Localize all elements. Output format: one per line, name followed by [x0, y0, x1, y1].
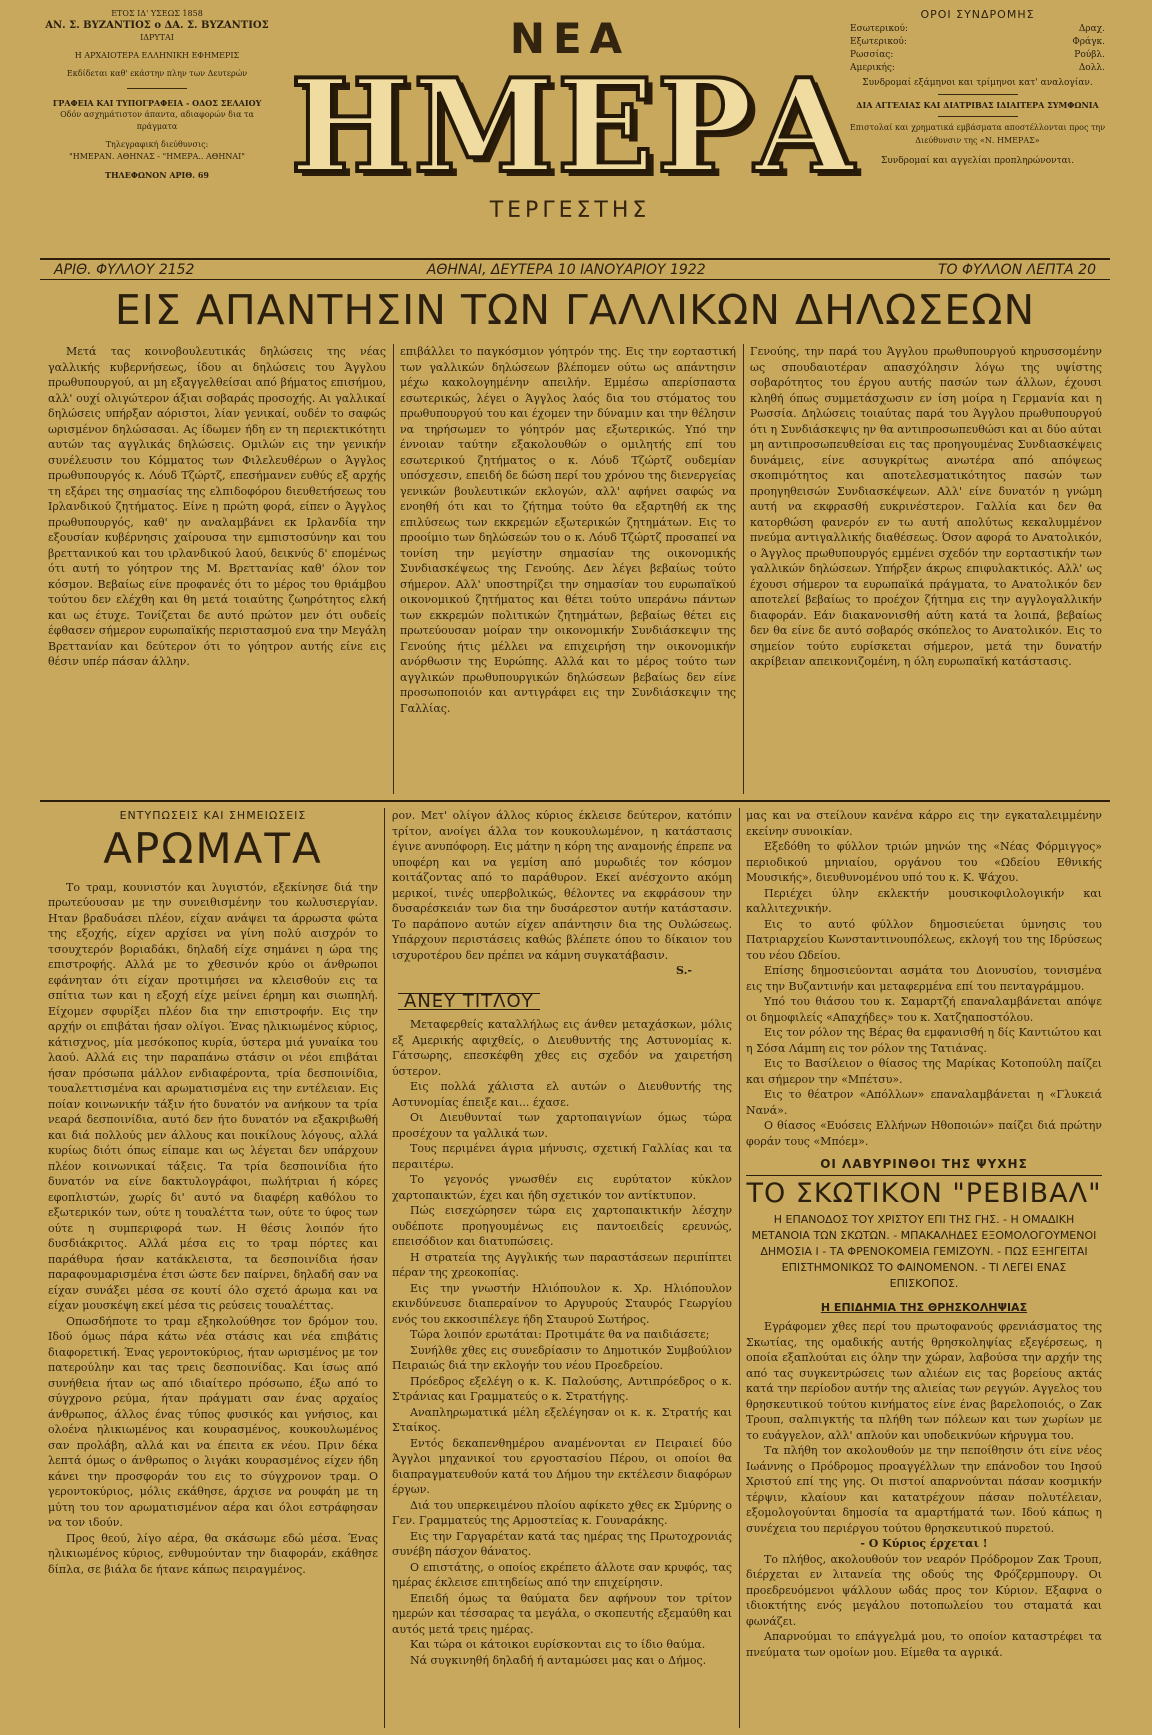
aromata-text: Προς θεού, λίγο αέρα, θα σκάσωμε εδώ μέσα. Ένας ηλικιωμένος κύριος, ενθυμούνταν την διαφοράν, εκάθησε δίπλα, σε βιάλα δε ήτανε κάπως πειραγμένος. [48, 1531, 378, 1576]
divider [938, 94, 1018, 95]
terms-rows [850, 23, 1105, 75]
terms-extra: Συνδρομαί και αγγελίαι προπληρώνονται. [880, 156, 1075, 166]
issue-number: ΑΡΙΘ. ΦΥΛΛΟΥ 2152 [54, 261, 195, 278]
revival-text: Απαρνούμαι το επάγγελμά μου, το οποίον καταστρέφει τα πνεύματα των ομοίων μου. Είμεθα τα αγρικά. [746, 1630, 1102, 1659]
aney-item: Νά συγκινηθή δηλαδή ή ανταμώσει μας και ο Δήμος. [410, 1653, 707, 1667]
telegraph-address: "ΗΜΕΡΑΝ. ΑΘΗΝΑΣ - "ΗΜΕΡΑ.. ΑΘΗΝΑΙ" [69, 152, 245, 161]
issue-date: ΑΘΗΝΑΙ, ΔΕΥΤΕΡΑ 10 ΙΑΝΟΥΑΡΙΟΥ 1922 [426, 261, 706, 278]
aney-item: Εντός δεκαπενθημέρου αναμένονται εν Πειραιεί δύο Άγγλοι μηχανικοί του εργοστασίου Πέρου, οι οποίοι θα διαπραγματευθούν κατά του Δήμου την εκτέλεσιν διαφόρων έργων. [392, 1436, 732, 1496]
aney-item: Εις την γνωστήν Ηλιόπουλον κ. Χρ. Ηλιόπουλον εκινδύνευσε διαπεραίνον το Αργυρούς Σταυρός Γεωργίου ενός του εκκοσιπέλεγε ήδη Σταυρού Σωτήρος. [392, 1281, 732, 1326]
masthead-left-block [42, 8, 272, 181]
lead-column-1 [48, 344, 386, 794]
terms-ads: ΔΙΑ ΑΓΓΕΛΙΑΣ ΚΑΙ ΔΙΑΤΡΙΒΑΣ ΙΔΙΑΙΤΕΡΑ ΣΥΜΦΩΝΙΑ [856, 100, 1099, 110]
labyrinth-kicker: ΟΙ ΛΑΒΥΡΙΝΘΟΙ ΤΗΣ ΨΥΧΗΣ [746, 1157, 1102, 1176]
terms-send: Επιστολαί και χρηματικά εμβάσματα αποστέλλονται προς την Διεύθυνσιν της «Ν. ΗΜΕΡΑΣ» [849, 123, 1106, 145]
aney-item: Οι Διευθυνταί των χαρτοπαιγνίων όμως τώρα προσέχουν τα γαλλικά των. [392, 1111, 732, 1140]
terms-value: Δολλ. [1078, 63, 1105, 73]
right-note: Περιέχει ύλην εκλεκτήν μουσικοφιλολογικήν και καλλιτεχνικήν. [746, 886, 1102, 915]
aney-item: Εις πολλά χάλιστα ελ αυτών ο Διευθυντής της Αστυνομίας έπειξε και... έχασε. [392, 1080, 732, 1109]
year-line: ΕΤΟΣ ΙΔ' ΥΣΕΩΣ 1858 [111, 9, 203, 18]
right-note: μας και να στείλουν κανένα κάρρο εις την εγκαταλειμμένην εκείνην συνοικίαν. [746, 809, 1102, 838]
lead-column-2 [400, 344, 736, 794]
terms-row [850, 49, 1105, 62]
office-line: ΓΡΑΦΕΙΑ ΚΑΙ ΤΥΠΟΓΡΑΦΕΙΑ - ΟΔΟΣ ΣΕΛΑΙΟΥ [52, 98, 262, 108]
phone-number: ΤΗΛΕΦΩΝΟΝ ΑΡΙΘ. 69 [105, 170, 209, 180]
section-rule [40, 800, 1110, 802]
lead-text: Γενούης, την παρά του Άγγλου πρωθυπουργού κηρυσσομένην ως σπουδαιοτέραν απασχόλησιν λόγω της υψίστης σοβαρότητος του έργου αυτής πασών των άλλων, έχουσι κληθή όπως συμμετάσχωσιν εν ίση μοίρα η Γερμανία και η Ρωσσία. Δηλώσεις τοιαύτας παρά του Άγγλου πρωθυπουργού ότι η Συνδιάσκεψις ην θα αντιπροσωπευθώσι και αι δύο αύται μη αντιπροσωπευθείσαι εις τας προηγουμένας Συνδιασκέψεις δυνάμεις, είνε ασυγκρίτως ανωτέρα από απόψεως σκοπιμότητος και αποτελεσματικότητος πασών των προηγηθεισών Συνδιασκέψεων. Αλλ' είνε δυνατόν η γνώμη αυτή να εκφρασθή ευκρινέστερον. Γαλλία και δεν θα κατορθώση φανερόν εν τω αυτή απολύτως κεκαλυμμένον πνεύμα αντιγαλλικής διαθέσεως. Όσον αφορά το Ανατολικόν, ο Άγγλος πρωθυπουργός εμμένει σχεδόν την εορταστικήν των γαλλικών δηλώσεων. Υπήρξεν άκρως επιφυλακτικός. Αλλ' ως έχουσι σήμερον τα ευρωπαϊκά πράγματα, το Ανατολικόν δεν αποτελεί βεβαίως το προέχον ζήτημα εις την αγγλογαλλικήν διαφοράν. Εάν διακανονισθή αύτη κατά τα λοιπά, βεβαίως δεν θα είνε δε αυτό σοβαρός σκόπελος το Ανατολικόν. Εις το σημείον τούτο ευρίσκεται σήμερον, μετά την δυνατήν ακρίβειαν απεικονιζομένη, η όλη ευρωπαϊκή κατάστασις. [750, 345, 1102, 668]
right-column [746, 808, 1102, 1728]
subscription-terms [840, 8, 1115, 168]
telegraph-label: Τηλεγραφική διεύθυνσις: [105, 140, 209, 149]
terms-label: Αμερικής: [850, 63, 895, 73]
aney-item: Πώς εισεχώρησεν τώρα εις χαρτοπαικτικήν λέσχην ουδέποτε προηγουμένως εις παντοειδείς ερευνώς, επεισόδιον και διατυπώσεις. [392, 1204, 732, 1248]
masthead-city: ΤΕΡΓΕΣΤΗΣ [489, 198, 651, 223]
right-note: Εις το Βασίλειον ο θίασος της Μαρίκας Κοτοπούλη παίζει και σήμερον την «Μπέτσυ». [746, 1057, 1102, 1086]
aney-item: Πρόεδρος εξελέγη ο κ. Κ. Παλούσης, Αντιπρόεδρος ο κ. Στράνιας και Γραμματεύς ο κ. Στρατήγης. [392, 1374, 732, 1403]
revival-text: Εγράφομεν χθες περί του πρωτοφανούς φρενιάσματος της Σκωτίας, της ομαδικής αυτής θρησκοληψίας εξεγέρσεως, η οποία εξαπλούται εις όλην την χώραν, λαβούσα την αρχήν της από τας συγκεντρώσεις των αλιέων εις τας βορείους ακτάς κατά την περίοδον αυτήν της αλιείας των ρεγγών. Αγγελος του θρησκευτικού τούτου κινήματος είνε ένας βαρελοποιός, ο Ζακ Τρουπ, σαλπιγκτής τα πλήθη των πόλεων και των χωρίων με το ευάγγελον, αλλ' απλούν και υποδεικνύων κήρυγμα του. [746, 1320, 1102, 1442]
aney-item: Και τώρα οι κάτοικοι ευρίσκονται εις το ίδιο θαύμα. [410, 1638, 706, 1651]
left-note: Εκδίδεται καθ' εκάστην πλην των Δευτερών [66, 69, 248, 78]
revival-subhead-2: - Ο Κύριος έρχεται ! [860, 1537, 988, 1550]
terms-label: Εσωτερικού: [850, 24, 909, 34]
right-note: Υπό του θιάσου του κ. Σαμαρτζή επαναλαμβάνεται απόψε οι δημοφιλείς «Απαχήδες» του κ. Χατζηαποστόλου. [746, 995, 1102, 1024]
lead-column-3 [750, 344, 1102, 794]
revival-deck: Η ΕΠΑΝΟΔΟΣ ΤΟΥ ΧΡΙΣΤΟΥ ΕΠΙ ΤΗΣ ΓΗΣ. - Η ΟΜΑΔΙΚΗ ΜΕΤΑΝΟΙΑ ΤΩΝ ΣΚΩΤΩΝ. - ΜΠΑΚΑΛΗΔΕΣ ΕΞΟΜΟΛΟΓΟΥΜΕΝΟΙ ΔΗΜΟΣΙΑ Ι - ΤΑ ΦΡΕΝΟΚΟΜΕΙΑ ΓΕΜΙΖΟΥΝ. - ΠΩΣ ΕΞΗΓΕΙΤΑΙ ΕΠΙΣΤΗΜΟΝΙΚΩΣ ΤΟ ΦΑΙΝΟΜΕΝΟΝ. - ΤΙ ΛΕΓΕΙ ΕΝΑΣ ΕΠΙΣΚΟΠΟΣ. [751, 1212, 1097, 1290]
lead-text: επιβάλλει το παγκόσμιον γόητρόν της. Εις την εορταστική των γαλλικών δηλώσεων βλέπομεν ούτω ως απάντησιν μέχω κακολογημένην απειλήν. Εμμέσω απερίσπαστα εσωτερικώς, λέγει ο Άγγλος λαός δια του στόματος του πρωθυπουργού του και έχομεν την δύναμιν και την θέλησιν να τηρήσωμεν το γόητρόν μας εξωτερικώς. Υπό την έννοιαν ταύτην εξακολουθών ο ομιλητής επί του εσωτερικού ζητήματος ο κ. Λόυδ Τζώρτζ ουδεμίαν υπόσχεσιν, επειδή δε δώση περί του χρόνου της διενεργείας γενικών βουλευτικών εκλογών, αλλ' αφήνει σαφώς να ενοηθή ότι και το ζήτημα τούτο θα εξαρτηθή εκ της επιλύσεως των εκκρεμών εξωτερικών ζητημάτων. Εις το προοίμιο των δηλώσεών του ο κ. Λόυδ Τζώρτζ προσαπεί να τονίση την μεγίστην σημασίαν της οικονομικής Συνδιασκέψεως της Γενούης. Δεν λέγει βεβαίως τούτο σήμερον. Αλλ' υποστηρίζει την σημασίαν του ευρωπαϊκού οικονομικού ζητήματος και θέτει τούτο υπεράνω πάντων των εκκρεμών πολιτικών ζητημάτων, βεβαίως θέτει εις πρωτεύουσαν μοίραν την οικονομικήν Συνδιάσκεψιν της Γενούης ήτις μέλλει να επιχειρήση την οικονομικήν ανόρθωσιν της Ευρώπης. Αλλά και το μέρος τούτο των αγγλικών πρωθυπουργικών δηλώσεων βεβαίως δεν είνε προσωποποιόν και αντιγράφει εις την Συνδιάσκεψιν της Γαλλίας. [400, 345, 736, 715]
revival-subhead: Η ΕΠΙΔΗΜΙΑ ΤΗΣ ΘΡΗΣΚΟΛΗΨΙΑΣ [820, 1300, 1028, 1314]
aney-item: Μεταφερθείς καταλλήλως εις άνθεν μεταχάσκων, μόλις εξ Αμερικής αφιχθείς, ο Διευθυντής της Αστυνομίας κ. Γάτσωρης, επεσκέφθη χθες εις σχεδόν να χαιρετήση ύστερον. [392, 1018, 732, 1078]
divider [938, 116, 1018, 117]
terms-label: Ρωσσίας: [850, 50, 894, 60]
aney-item: Τώρα λοιπόν ερωτάται: Προτιμάτε θα να παιδιάσετε; [410, 1328, 710, 1341]
terms-value: Δραχ. [1078, 24, 1105, 34]
aney-item: Διά του υπερκειμένου πλοίου αφίκετο χθες εκ Σμύρνης ο Γεν. Γραμματεύς της Αρμοστείας κ. Γουναράκης. [392, 1498, 732, 1527]
right-note: Εις το αυτό φύλλον δημοσιεύεται ύμνησις του Πατριαρχείου Κωνσταντινουπόλεως, εκλογή του της Ιδρύσεως του νέου Ωδείου. [746, 917, 1102, 962]
aromata-title: ΑΡΩΜΑΤΑ [103, 823, 323, 873]
revival-text: Τα πλήθη τον ακολουθούν με την πεποίθησιν ότι είνε νέος Ιωάννης ο Πρόδρομος προαγγέλλων την επάνοδον του Ιησού Χριστού επί της γης. Οι πιστοί απαρνούνται πάσαν κοσμικήν τέρψιν, κλαίουν και κατατρέχουν πάσαν πολυτέλειαν, εξομολογούνται δημοσία τα αμαρτήματά των. Ιδού κάπως η συνέχεια του περιέργου τούτου θρησκευτικού πυρετού. [746, 1444, 1102, 1535]
founders: ΑΝ. Σ. ΒΥΖΑΝΤΙΟΣ ο ΔΑ. Σ. ΒΥΖΑΝΤΙΟΣ [45, 20, 269, 31]
right-note: Εις τον ρόλον της Βέρας θα εμφανισθή η δίς Καντιώτου και η Σόσα Λάμπη εις τον ρόλον της Τατιάνας. [746, 1026, 1102, 1055]
aney-item: Αναπληρωματικά μέλη εξελέγησαν οι κ. κ. Στρατής και Σταίκος. [392, 1405, 732, 1434]
terms-title: ΟΡΟΙ ΣΥΝΔΡΟΜΗΣ [920, 8, 1035, 21]
aromata-kicker: ΕΝΤΥΠΩΣΕΙΣ ΚΑΙ ΣΗΜΕΙΩΣΕΙΣ [119, 809, 307, 822]
column-rule [393, 344, 394, 794]
signature: S.- [676, 964, 692, 977]
revival-title: ΤΟ ΣΚΩΤΙΚΟΝ "ΡΕΒΙΒΑΛ" [746, 1177, 1102, 1209]
lead-text: Μετά τας κοινοβουλευτικάς δηλώσεις της νέας γαλλικής κυβερνήσεως, ίδου αι δηλώσεις του Άγγλου πρωθυπουργού, αι μη εξαγγελθείσαι από βήματος επισήμου, αλλ' ουχί ολιγώτερον άξιαι σοβαράς προσοχής. Αι γαλλικαί δηλώσεις υπήρξαν αόριστοι, λίαν γενικαί, ουδέν το σαφώς ωρισμένον δηλώσασαι. Ας ίδωμεν ήδη εν τη περιεκτικότητι αυτών τας αγγλικάς δηλώσεις. Ομιλών εις την γενικήν συνέλευσιν του Κόμματος των Φιλελευθέρων ο Άγγλος πρωθυπουργός κ. Λόυδ Τζώρτζ, επεσήμανεν ευθύς εξ αρχής τη εξάρει της σημασίας της ελπιδοφόρου διευθετήσεως του Ιρλανδικού ζητήματος. Είνε η πρώτη φορά, είπεν ο Άγγλος πρωθυπουργός, καθ' ην αναλαμβάνει εκ Ιρλανδία την εξουσίαν κυβέρνησις χαίρουσα την εμπιστοσύνην και του βρεττανικού και του ιρλανδικού λαού, δεικνύς δ' επομένως ότι αυτή το γόητρον της Μ. Βρεττανίας καθ' όλον τον κόσμον. Βεβαίως είνε προφανές ότι το μέρος του θριάμβου τούτου δεν ελέχθη και θη μετά τοιαύτης ζωηρότητος ελκή και ως έτυχε. Τονίζεται δε αυτό πρώτον μεν ότι ουδείς έφθασεν σήμερον ευρωπαϊκής περιστασμού ενα την Μεγάλη Βρεττανίαν και δεύτερον ότι το γόητρον αυτής είνε εις θέσιν υπέρ πάσαν άλλην. [48, 345, 386, 668]
aney-item: Εις την Γαργαρέταν κατά τας ημέρας της Πρωτοχρονιάς συνέβη πάσχον θάνατος. [392, 1529, 732, 1558]
oldest-paper-note: Η ΑΡΧΑΙΟΤΕΡΑ ΕΛΛΗΝΙΚΗ ΕΦΗΜΕΡΙΣ [74, 51, 240, 60]
office-note: Οδόν ασχημάτιστον άπαντα, αδιαφορών δια τα πράγματα [60, 110, 254, 131]
aney-title: ΑΝΕΥ ΤΙΤΛΟΥ [398, 993, 540, 1011]
middle-text: ρον. Μετ' ολίγον άλλος κύριος έκλεισε δεύτερον, κατόπιν τρίτον, ανοίγει άλλα τον κουκουλωμένον, η κατάστασις έγινε ανυπόφορη. Εις μάτην η κόρη της αναμονής έπρεπε να υποφέρη και να γεμίση από μυρωδιές τον κόσμον κοιτάζοντας από το παράθυρον. Εκεί ανέσχοντο ακόμη μερικοί, τινές υπερβολικώς, θέλοντες να εκφράσουν την δυσαρέσκειάν των δια την δυσάρεστον αυτήν κατάστασιν. Το παράπονο αυτών είχεν απάντησιν δια της Ουλώσεως. Υπάρχουν περιστάσεις καθώς βλέπετε όπου το δίκαιον του ισχυροτέρου δεν πρέπει να κάμνη συγκατάβασιν. [392, 809, 732, 962]
masthead-nea: ΝΕΑ [509, 14, 631, 63]
founders-role: ΙΔΡΥΤΑΙ [140, 33, 174, 42]
aney-item: Το γεγονός γνωσθέν εις ευρύτατον κύκλον χαρτοπαικτών, έχει και ήδη σχετικόν τον αντίκτυπον. [392, 1173, 732, 1202]
main-headline: ΕΙΣ ΑΠΑΝΤΗΣΙΝ ΤΩΝ ΓΑΛΛΙΚΩΝ ΔΗΛΩΣΕΩΝ [114, 286, 1036, 334]
aromata-text: Οπωσδήποτε το τραμ εξηκολούθησε τον δρόμον του. Ιδού όμως πάρα κάτω νέα στάσις και νέα επιβάτις διαφορετική. Ένας γεροντοκύριος, ήταν ωρισμένος με τον πατερούλην και τας τρεις δεσποινίδας. Και ίσως από συνήθεια ήταν ως από ιδιαίτερο πρόσωπο, έξω από το σύγχρονο ρεύμα, ήταν πράγματι σαν ένας αρχαίος άνθρωπος, άλλος ένας τύπος φυσικός και γνήσιος, και ολοένα ηλικιωμένος και κουρασμένος, κουκουλωμένος σαν προλάβη, αλλά και να έπειτα εκ νέου. Πριν δέκα λεπτά όμως ο άνθρωπος ο λιγάκι κουρασμένος είχεν ήδη κάνει την προσφοράν του εις το σύγχρονον τραμ. Ο γεροντοκύριος, μόλις εκάθησε, άρχισε να ρουφάη με τη μύτη του τον αρωματισμένον αέρα και όλοι εστράφησαν να τον ιδούν. [48, 1314, 378, 1529]
aromata-text: Το τραμ, κουνιστόν και λυγιστόν, εξεκίνησε διά την πρωτεύουσαν με την συνειθισμένην του κωλυσιεργίαν. Ηταν βραδυάσει πλέον, είχαν ανάψει τα άρρωστα φώτα της εξοχής, είχεν αρχίσει να γίνη πολύ αισχρόν το τσουχτερόν βοριαδάκι, δηλαδή είχε σημάνει η ώρα της επιστροφής. Αλλά με το χθεσινόν κρύο οι άνθρωποι εφάνηταν ότι είχαν προτιμήσει να κλεισθούν εις τα σπίτια των και η εξοχή είχε μείνει έρημη και σιωπηλή. Είχομεν σφυρίξει πλέον δια την επιστροφήν. Εις την αρχήν οι επιβάται ήσαν ολίγοι. Ένας ηλικιωμένος κύριος, κάτισχνος, μία μεσόκοπος κυρία, ύστερα μιά γυναίκα του λαού. Αλλά εις την παραπάνω στάσιν οι νέοι επιβάται ήσαν πρόσωπα μάλλον ενδιαφέροντα, τρία δεσποινίδια, τουαλεττισμένα και αρωματισμένα εις την εντέλειαν. Εις ποίαν κοινωνικήν τάξιν ήτο δυνατόν να ανήκουν τα τρία νεαρά δεσποινίδια, αυτό δεν ήτο δυνατόν να εξακριβωθή και διά πολλούς μεν άλλους και ποικίλους λόγους, αλλά κυρίως διότι όπως είπαμε και ως λέγεται δεν υπάρχουν πλέον κοινωνικαί τάξεις. Τα τρία δεσποινίδια ήτο δυνατόν να είνε δακτυλογράφοι, πωλήτριαι ή κόρες εφοπλιστών, χωρίς δι' αυτό να διαφέρη καθόλου το εξωτερικόν των, ούτε η τουαλέττα των, ούτε το ύφος των ούτε η συμπεριφορά των. Η θέσις λοιπόν ήτο δυσδιάκριτος. Αλλά μέσα εις το τραμ πόρτες και παράθυρα ήσαν κατάκλειστα, τα δεσποινίδια ήσαν παραφουμαρισμένα έτσι ώστε δεν παίρνει, δηλαδή σαν να είχαν συνάξει μέσα σε κουτί όλο σχετό άρωμα και να είχαν μουσκέψη εκεί μέσα τις ρεύσεις τουαλέττας. [48, 880, 378, 1312]
masthead-title: ΗΜΕΡΑ [290, 52, 856, 202]
column-rule [384, 808, 385, 1728]
right-note: Ο θίασος «Ευόσεις Ελλήνων Ηθοποιών» παίζει διά πρώτην φοράν τους «Μπόεμ». [746, 1119, 1102, 1148]
aromata-article [48, 808, 378, 1728]
issue-price: ΤΟ ΦΥΛΛΟΝ ΛΕΠΤΑ 20 [937, 261, 1096, 278]
aney-heading-wrap [398, 990, 732, 1012]
aney-item: Συνήλθε χθες εις συνεδρίασιν το Δημοτικόν Συμβούλιον Πειραιώς διά την εκλογήν του νέου Προεδρείου. [392, 1343, 732, 1372]
terms-row [850, 23, 1105, 36]
terms-row [850, 36, 1105, 49]
terms-value: Φράγκ. [1072, 37, 1105, 47]
revival-text: Το πλήθος, ακολουθούν τον νεαρόν Πρόδρομον Ζακ Τρουπ, διέρχεται εν λιτανεία της οδούς της Φρόζερμπουργ. Οι προεδρευόμενοι ψάλλουν ωδάς προς τον Κύριον. Εξαφνα ο ιδιοκτήτης ενός μεγάλου ποτοπωλείου του σταματά και φωνάζει. [746, 1552, 1102, 1628]
dateline-bar [40, 258, 1110, 280]
terms-value: Ρούβλ. [1074, 50, 1105, 60]
terms-row [850, 62, 1105, 75]
aney-item: Η στρατεία της Αγγλικής των παραστάσεων περιπίπτει πέραν της χρεοκοπίας. [392, 1250, 732, 1279]
middle-column [392, 808, 732, 1728]
column-rule [739, 808, 740, 1728]
terms-note: Συνδρομαί εξάμηνοι και τρίμηνοι κατ' αναλογίαν. [862, 78, 1093, 88]
right-note: Εις το θέατρον «Απόλλων» επαναλαμβάνεται η «Γλυκειά Νανά». [746, 1088, 1102, 1117]
right-note: Εξεδόθη το φύλλον τριών μηνών της «Νέας Φόρμιγγος» περιοδικού μηνιαίου, οργάνου του «Ωδείου Εθνικής Μουσικής», διευθυνομένου υπό του κ. Κ. Ψάχου. [746, 840, 1102, 884]
divider [127, 88, 187, 89]
right-note: Επίσης δημοσιεύονται ασμάτα του Διονυσίου, τονισμένα εις την Βυζαντινήν και μεταφερμένα επί του πενταγράμμου. [746, 964, 1102, 993]
aney-item: Επειδή όμως τα θαύματα δεν αφήνουν τον τρίτον ημερών και τέσσαρας τα μεγάλα, ο σκοπευτής εξεμαύθη και αυτός μετά τρεις ημέρας. [392, 1591, 732, 1636]
aney-item: Τους περιμένει άγρια μήνυσις, σχετική Γαλλίας και τα περαιτέρω. [392, 1142, 732, 1171]
aney-item: Ο επιστάτης, ο οποίος εκρέπετο άλλοτε σαν κρυφός, τας ημέρας έκλεισε επιτηδείως από την επιχείρησιν. [392, 1560, 732, 1589]
column-rule [743, 344, 744, 794]
terms-label: Εξωτερικού: [850, 37, 907, 47]
